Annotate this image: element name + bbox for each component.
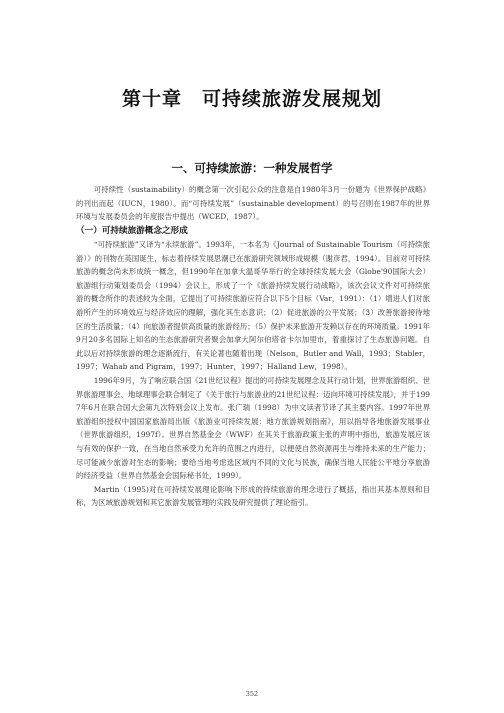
body-paragraph-1: “可持续旅游”又译为“永续旅游”。1993年，一本名为《Journal of Sustainable Tourism（可持续旅游）》的刊物在英国诞生，标志着持续发展思潮已在旅游研究领域形成规模（谢彦君，1994）。目前对可持续旅游的概念尚未形成统一概念，但1990年在加拿大温哥华举行的全球持续发展大会（Globe'90国际大会）旅游组行动策划委员会（1994）会议上，形成了一个《旅游持续发展行动战略》，该次会议文件对可持续旅游的概念所作的表述较为全面，它提出了可持续旅游应符合以下5个目标（Var，1991）：（1）增进人们对旅游所产生的环境效应与经济效应的理解，强化其生态意识；（2）促进旅游的公平发展；（3）改善旅游接待地区的生活质量；（4）向旅游者提供高质量的旅游经历；（5）保护未来旅游开发赖以存在的环境质量。1991年9月20多名国际上知名的生态旅游研究者聚会加拿大阿尔伯塔省卡尔加里市，着重探讨了生态旅游问题。自此以后对持续旅游的理念逐渐流行，有关论著也随着出现（Nelson，Butler and Wall，1993；Stabler，1997；Wahab and Pigram，1997；Hunter，1997；Halland Lew，1998）。	[76, 240, 430, 372]
chapter-title: 第十章 可持续旅游发展规划	[121, 88, 382, 110]
intro-block	[76, 183, 430, 224]
subsection-title: （一）可持续旅游概念之形成	[76, 226, 188, 236]
body-paragraph-2: 1996年9月，为了响应联合国《21世纪议程》提出的可持续发展理念及其行动计划，世界旅游组织、世界旅游理事会、地球理事会联合制定了《关于旅行与旅游业的21世纪议程：迈向环境可持续发展》，并于1997年6月在联合国大会第九次特别会议上发布。张广瑞（1998）为中文读者节译了其主要内容。1997年世界旅游组织授权中国国家旅游局出版《旅游业可持续发展：地方旅游规划指南》，用以指导各地旅游发展事业（世界旅游组织，1997f）。世界自然基金会（WWF）在其关于旅游政策主张的声明中指出，旅游发展应该与有效的保护一致，在当地自然承受力允许的范围之内进行，以便使自然资源再生与维持未来的生产能力；尽可能减少旅游对生态的影响；要给当地考虑选区域内不同的文化与民族，确保当地人民能公平地分享旅游的经济受益（世界自然基金会国际秘书处，1999）。	[76, 375, 430, 481]
page-number: 352	[245, 690, 259, 698]
intro-paragraph: 可持续性（sustainability）的概念第一次引起公众的注意是自1980年3月一份题为《世界保护战略》的刊出而起（IUCN，1980）。而“可持续发展”（sustainable development）的号召则在1987年的世界环境与发展委员会的年度报告中提出（WCED，1987）。	[76, 185, 430, 222]
body-paragraph-3: Martin（1995)对在可持续发展理论影响下形成的持续旅游的理念进行了概括，指出其基本原则和目标，为区域旅游规划和其它旅游发展管理的实践及研究提供了理论指引。	[76, 484, 430, 508]
main-body	[76, 238, 430, 510]
section-title: 一、可持续旅游：一种发展哲学	[171, 161, 333, 175]
